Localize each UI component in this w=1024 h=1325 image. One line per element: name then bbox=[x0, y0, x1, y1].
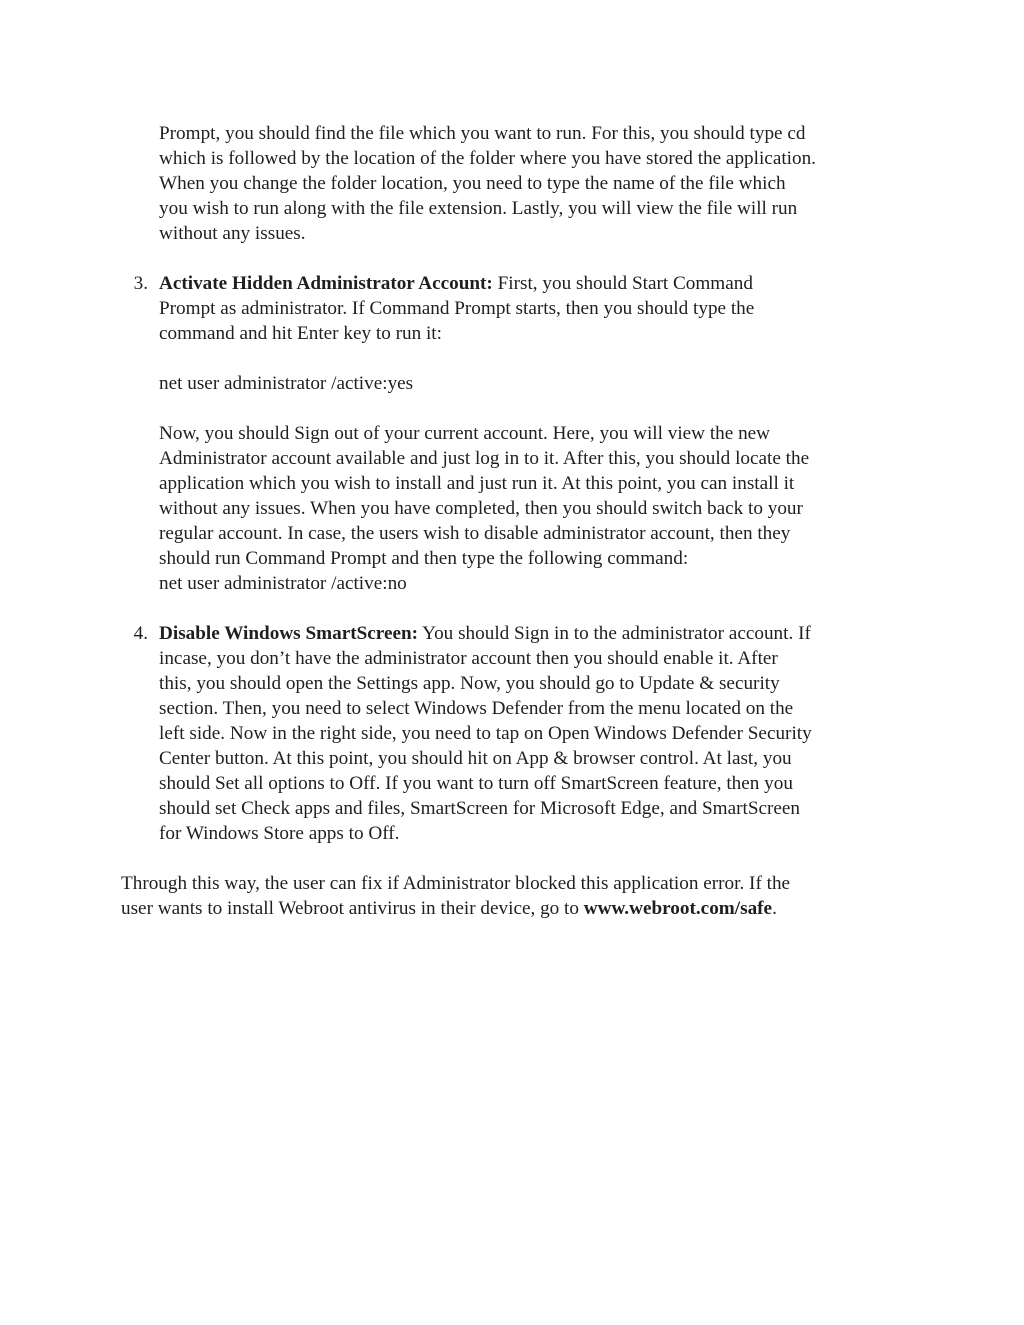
item3-line-2: Prompt as administrator. If Command Prompt starts, then you should type the bbox=[159, 298, 755, 319]
item3-p2-line-6: should run Command Prompt and then type the following command: bbox=[159, 548, 689, 569]
item4-line-4: section. Then, you need to select Windows Defender from the menu located on the bbox=[159, 698, 794, 719]
item3-line1-rest: First, you should Start Command bbox=[492, 273, 753, 294]
list-number-4: 4. bbox=[133, 623, 148, 644]
list-number-3: 3. bbox=[133, 273, 148, 294]
item3-command bbox=[159, 371, 919, 396]
item3-line-1 bbox=[159, 271, 919, 296]
list-item-3 bbox=[159, 271, 919, 346]
item3-p2-line-3: application which you wish to install and just run it. At this point, you can install it bbox=[159, 473, 795, 494]
item4-line-5: left side. Now in the right side, you need to tap on Open Windows Defender Security bbox=[159, 723, 812, 744]
item4-line1-rest: You should Sign in to the administrator account. If bbox=[418, 623, 811, 644]
intro-line-4: you wish to run along with the file extension. Lastly, you will view the file will run bbox=[159, 198, 798, 219]
closing-line2-prefix: user wants to install Webroot antivirus in their device, go to bbox=[121, 898, 584, 919]
item3-p2-line-1: Now, you should Sign out of your current account. Here, you will view the new bbox=[159, 423, 771, 444]
closing-line-2 bbox=[121, 896, 921, 921]
intro-line-3: When you change the folder location, you need to type the name of the file which bbox=[159, 173, 786, 194]
command-disable-admin: net user administrator /active:no bbox=[159, 573, 407, 594]
webroot-link[interactable]: www.webroot.com/safe bbox=[583, 898, 773, 919]
item4-line-7: should Set all options to Off. If you want to turn off SmartScreen feature, then you bbox=[159, 773, 793, 794]
item3-p2-line-5: regular account. In case, the users wish to disable administrator account, then they bbox=[159, 523, 791, 544]
item4-line-1 bbox=[159, 621, 919, 646]
list-item-4 bbox=[159, 621, 919, 846]
intro-line-5: without any issues. bbox=[159, 223, 306, 244]
intro-line-2: which is followed by the location of the folder where you have stored the application. bbox=[159, 148, 816, 169]
closing-line2-suffix: . bbox=[772, 898, 777, 919]
item3-paragraph-2 bbox=[159, 421, 919, 596]
item3-p2-line-4: without any issues. When you have completed, then you should switch back to your bbox=[159, 498, 803, 519]
intro-line-1: Prompt, you should find the file which you want to run. For this, you should type cd bbox=[159, 123, 806, 144]
item4-heading: Disable Windows SmartScreen: bbox=[159, 623, 419, 644]
intro-paragraph bbox=[159, 121, 919, 246]
command-enable-admin: net user administrator /active:yes bbox=[159, 373, 414, 394]
item4-line-2: incase, you don’t have the administrator account then you should enable it. After bbox=[159, 648, 778, 669]
item4-line-6: Center button. At this point, you should hit on App & browser control. At last, you bbox=[159, 748, 792, 769]
item4-line-3: this, you should open the Settings app. Now, you should go to Update & security bbox=[159, 673, 780, 694]
closing-line-1: Through this way, the user can fix if Administrator blocked this application error. If the bbox=[121, 873, 791, 894]
item3-line-3: command and hit Enter key to run it: bbox=[159, 323, 442, 344]
item4-line-8: should set Check apps and files, SmartScreen for Microsoft Edge, and SmartScreen bbox=[159, 798, 801, 819]
closing-paragraph bbox=[121, 871, 921, 921]
item3-p2-line-2: Administrator account available and just log in to it. After this, you should locate the bbox=[159, 448, 810, 469]
item4-line-9: for Windows Store apps to Off. bbox=[159, 823, 400, 844]
item3-heading: Activate Hidden Administrator Account: bbox=[159, 273, 493, 294]
